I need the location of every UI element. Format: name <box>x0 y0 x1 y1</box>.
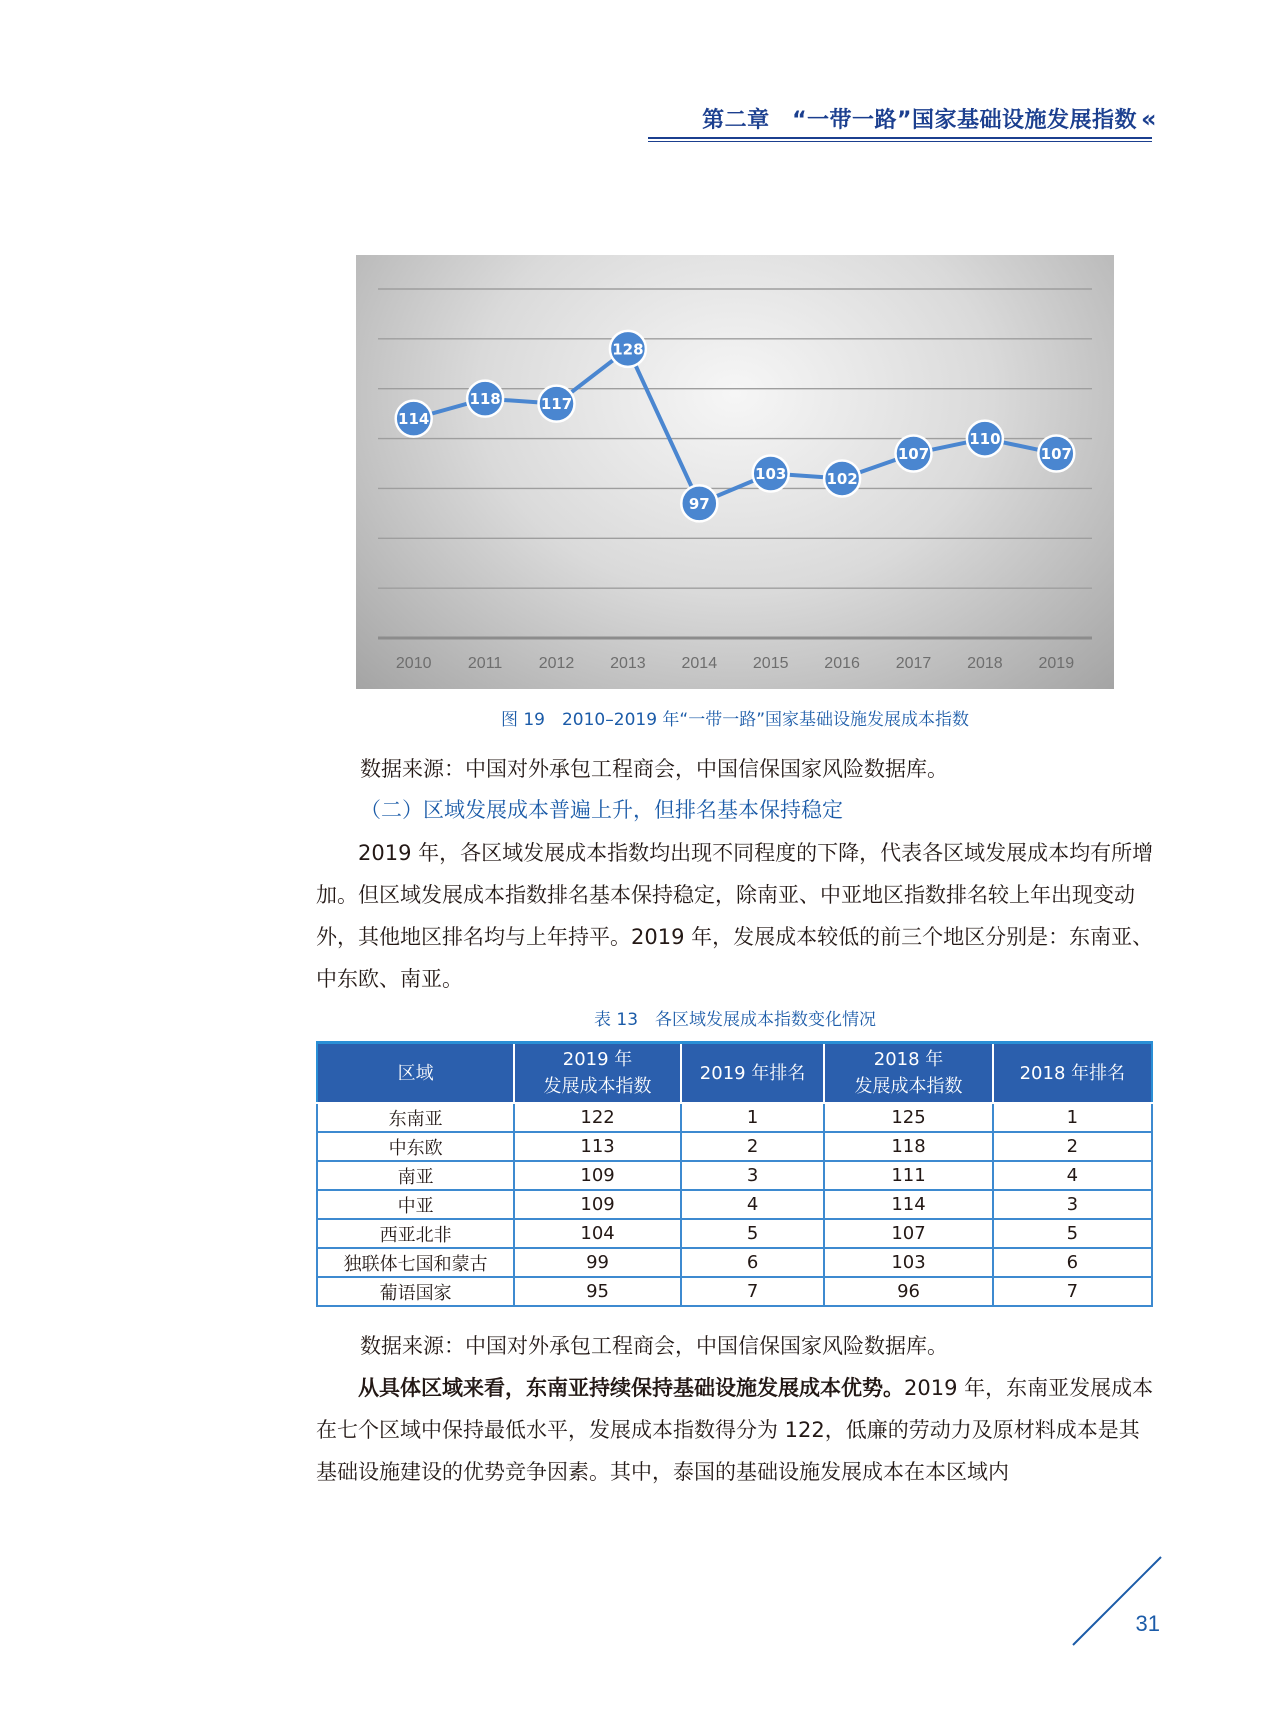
data-label: 117 <box>540 395 573 414</box>
data-point <box>967 421 1003 457</box>
cell-rank-2019: 3 <box>681 1161 824 1190</box>
x-tick-label: 2016 <box>824 655 860 672</box>
cell-index-2019: 109 <box>514 1161 681 1190</box>
data-label: 128 <box>612 340 644 359</box>
cell-index-2019: 99 <box>514 1248 681 1277</box>
data-label: 107 <box>1040 445 1072 464</box>
cell-index-2019: 109 <box>514 1190 681 1219</box>
cell-rank-2019: 1 <box>681 1103 824 1132</box>
data-point <box>1038 436 1074 472</box>
cell-index-2018: 125 <box>824 1103 993 1132</box>
x-tick-label: 2013 <box>610 655 646 672</box>
cell-rank-2018: 7 <box>993 1277 1152 1306</box>
cell-index-2019: 122 <box>514 1103 681 1132</box>
cell-index-2018: 111 <box>824 1161 993 1190</box>
table-row <box>317 1161 1152 1190</box>
data-label: 118 <box>469 390 501 409</box>
page-number: 31 <box>1135 1611 1160 1636</box>
body-paragraph-2-text: 2019 年，东南亚发展成本在七个区域中保持最低水平，发展成本指数得分为 122，低廉的劳动力及原材料成本是其基础设施建设的优势竞争因素。其中，泰国的基础设施发展成本在本区域内 <box>316 1376 1154 1484</box>
x-tick-label: 2019 <box>1038 655 1075 672</box>
header-rule-thin <box>648 141 1152 142</box>
x-tick-label: 2012 <box>538 655 575 672</box>
table-row <box>317 1190 1152 1219</box>
data-point <box>824 460 860 496</box>
table-row <box>317 1103 1152 1132</box>
cell-region: 独联体七国和蒙古 <box>317 1248 514 1277</box>
cell-rank-2019: 6 <box>681 1248 824 1277</box>
table-header-row <box>317 1043 1152 1104</box>
header-index-2019: 2019 年 发展成本指数 <box>514 1043 681 1104</box>
cell-rank-2019: 4 <box>681 1190 824 1219</box>
body-paragraph-2 <box>316 1367 1154 1493</box>
cell-rank-2018: 6 <box>993 1248 1152 1277</box>
table-row <box>317 1248 1152 1277</box>
data-label: 103 <box>755 464 787 483</box>
header-rank-2018: 2018 年排名 <box>993 1043 1152 1104</box>
cell-rank-2018: 1 <box>993 1103 1152 1132</box>
cell-region: 中东欧 <box>317 1132 514 1161</box>
chapter-title: 第二章 “一带一路”国家基础设施发展指数 <box>702 108 1137 133</box>
cell-index-2019: 113 <box>514 1132 681 1161</box>
body-paragraph-text: 2019 年，各区域发展成本指数均出现不同程度的下降，代表各区域发展成本均有所增加。但区域发展成本指数排名基本保持稳定，除南亚、中亚地区指数排名较上年出现变动外，其他地区排名均与上年持平。2019 年，发展成本较低的前三个地区分别是：东南亚、中东欧、南亚。 <box>316 841 1154 991</box>
line-chart <box>356 255 1114 689</box>
table-caption: 表 13 各区域发展成本指数变化情况 <box>593 1010 877 1030</box>
x-tick-label: 2015 <box>752 655 789 672</box>
cell-index-2019: 104 <box>514 1219 681 1248</box>
cell-index-2018: 114 <box>824 1190 993 1219</box>
cell-region: 西亚北非 <box>317 1219 514 1248</box>
chart-svg <box>356 255 1114 689</box>
x-tick-label: 2018 <box>967 655 1003 672</box>
cell-region: 东南亚 <box>317 1103 514 1132</box>
data-label: 97 <box>688 494 710 513</box>
cell-rank-2019: 2 <box>681 1132 824 1161</box>
data-point <box>539 386 575 422</box>
header-region: 区域 <box>317 1043 514 1104</box>
cell-region: 葡语国家 <box>317 1277 514 1306</box>
cell-index-2018: 118 <box>824 1132 993 1161</box>
x-tick-label: 2017 <box>895 655 932 672</box>
x-tick-label: 2014 <box>681 655 718 672</box>
table-row <box>317 1277 1152 1306</box>
cell-index-2018: 107 <box>824 1219 993 1248</box>
data-point <box>681 485 717 521</box>
data-label: 107 <box>897 445 930 464</box>
cell-rank-2018: 4 <box>993 1161 1152 1190</box>
body-paragraph <box>316 832 1154 1000</box>
table-row <box>317 1219 1152 1248</box>
series-line <box>414 349 1057 504</box>
data-point <box>896 436 932 472</box>
cell-rank-2018: 3 <box>993 1190 1152 1219</box>
data-label: 110 <box>969 430 1001 449</box>
running-header <box>702 103 1157 134</box>
bold-lead-sentence: 从具体区域来看，东南亚持续保持基础设施发展成本优势。 <box>358 1376 904 1400</box>
cell-region: 南亚 <box>317 1161 514 1190</box>
data-source-note-2: 数据来源：中国对外承包工程商会，中国信保国家风险数据库。 <box>360 1334 948 1358</box>
data-point <box>467 381 503 417</box>
section-heading: （二）区域发展成本普遍上升，但排名基本保持稳定 <box>360 798 843 822</box>
data-point <box>396 401 432 437</box>
data-label: 114 <box>398 410 430 429</box>
cell-rank-2019: 5 <box>681 1219 824 1248</box>
cell-index-2018: 96 <box>824 1277 993 1306</box>
cell-rank-2018: 2 <box>993 1132 1152 1161</box>
x-tick-label: 2011 <box>467 655 503 672</box>
data-point <box>753 455 789 491</box>
cell-region: 中亚 <box>317 1190 514 1219</box>
chevron-left-double-icon: « <box>1140 105 1157 133</box>
header-rank-2019: 2019 年排名 <box>681 1043 824 1104</box>
figure-caption: 图 19 2010–2019 年“一带一路”国家基础设施发展成本指数 <box>500 710 970 730</box>
cell-index-2018: 103 <box>824 1248 993 1277</box>
data-source-note: 数据来源：中国对外承包工程商会，中国信保国家风险数据库。 <box>360 757 948 781</box>
x-tick-label: 2010 <box>395 655 432 672</box>
cell-rank-2018: 5 <box>993 1219 1152 1248</box>
data-label: 102 <box>826 469 858 488</box>
cell-rank-2019: 7 <box>681 1277 824 1306</box>
data-point <box>610 331 646 367</box>
header-index-2018: 2018 年 发展成本指数 <box>824 1043 993 1104</box>
header-rule <box>648 137 1152 139</box>
cell-index-2019: 95 <box>514 1277 681 1306</box>
table-row <box>317 1132 1152 1161</box>
region-cost-table <box>316 1041 1153 1307</box>
